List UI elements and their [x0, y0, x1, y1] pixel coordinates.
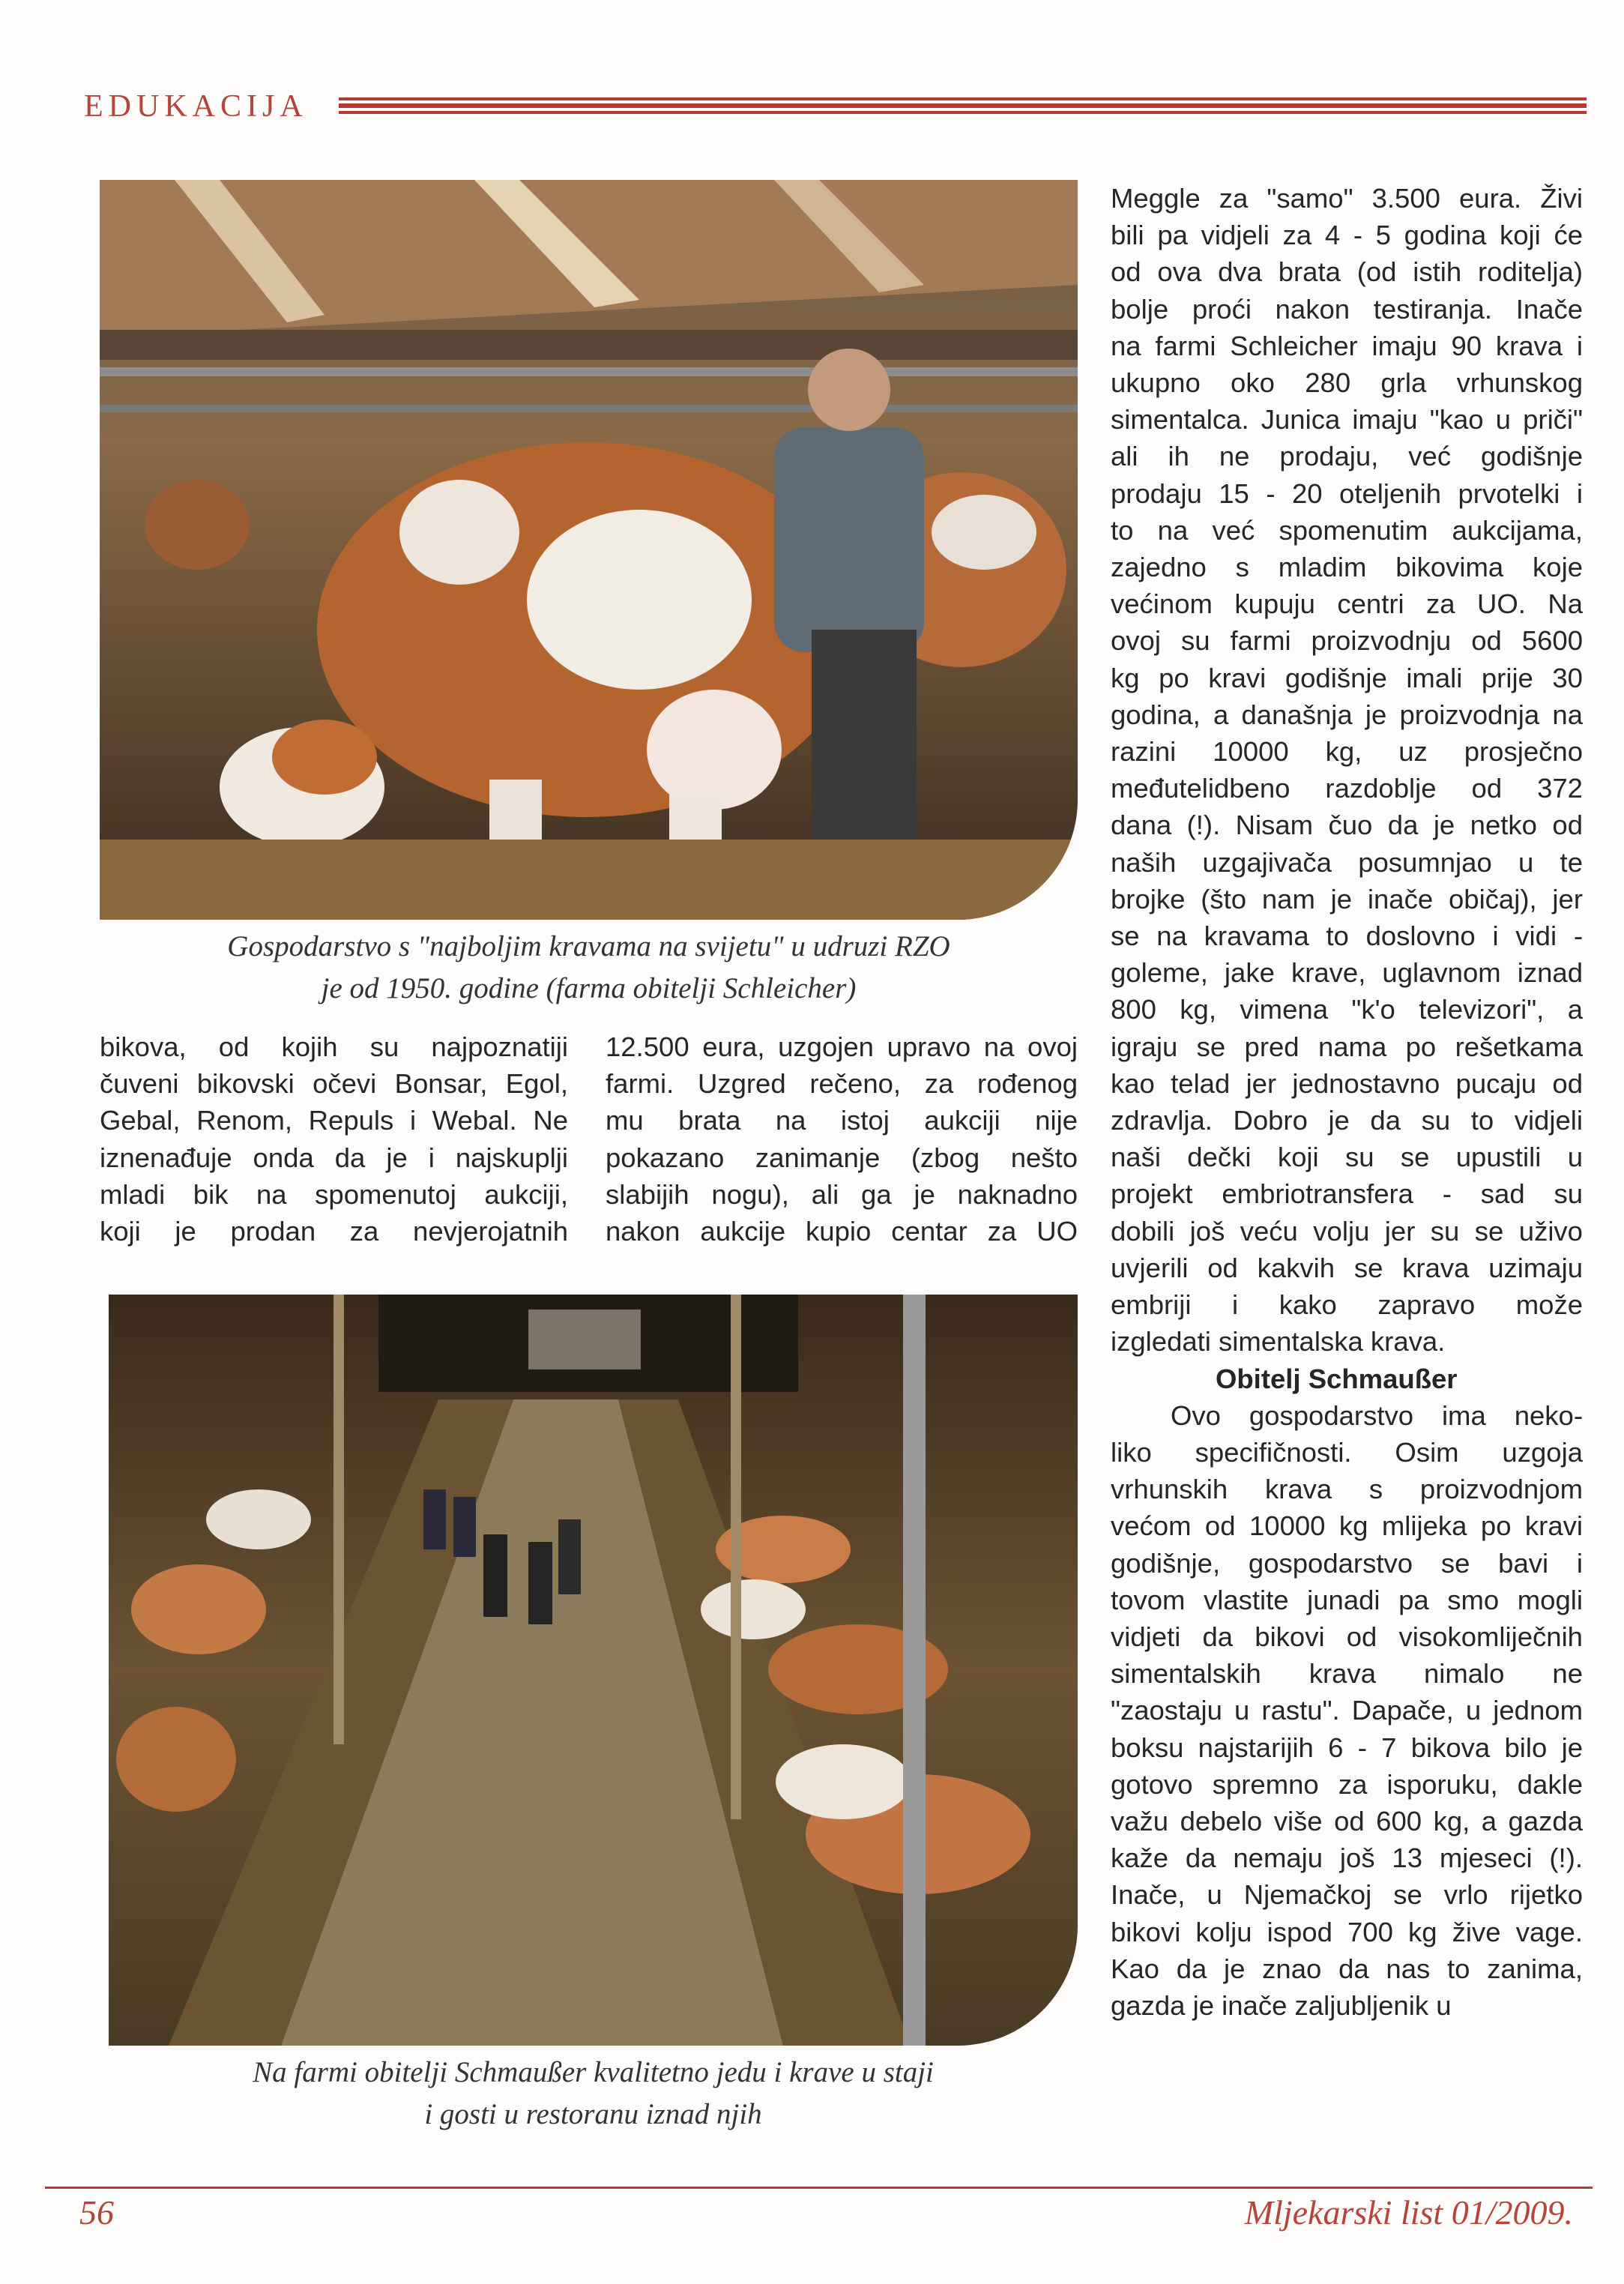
- middle-column: [606, 1028, 1078, 1250]
- right-column-line: uvjerili od kakvih se krava uzimaju: [1111, 1252, 1583, 1283]
- right-column-line: dobili još veću volju jer su se uživo: [1111, 1215, 1583, 1247]
- left-line: čuveni bikovski očevi Bonsar, Egol,: [100, 1068, 568, 1100]
- right-column-line: bili pa vidjeli za 4 - 5 godina koji će: [1111, 220, 1583, 251]
- right-column-line: vrhunskih krava s proizvodnjom: [1111, 1474, 1583, 1505]
- subheading-schmausser: Obitelj Schmaußer: [1216, 1363, 1458, 1394]
- right-column-line: naši dečki koji su se upustili u: [1111, 1142, 1583, 1173]
- right-column-line: razini 10000 kg, uz prosječno: [1111, 736, 1583, 768]
- right-column-line: Ovo gospodarstvo ima neko-: [1171, 1399, 1583, 1431]
- right-column-line: vidjeti da bikovi od visokomliječnih: [1111, 1621, 1583, 1652]
- footer-rule: [45, 2187, 1593, 2189]
- right-column-line: gotovo spremno za isporuku, dakle: [1111, 1768, 1583, 1800]
- right-column-line: gazda je inače zaljubljenik u: [1111, 1989, 1452, 2021]
- section-label: EDUKACIJA: [84, 89, 308, 124]
- right-column-line: embriji i kako zapravo može: [1111, 1289, 1583, 1321]
- right-column-line: projekt embriotransfera - sad su: [1111, 1178, 1583, 1210]
- right-column-line: Kao da je znao da nas to zanima,: [1111, 1953, 1583, 1984]
- publication-name: Mljekarski list 01/2009.: [1244, 2193, 1573, 2232]
- right-column-line: međutelidbeno razdoblje od 372: [1111, 773, 1583, 804]
- right-column-line: većinom kupuju centri za UO. Na: [1111, 588, 1583, 620]
- right-column-line: liko specifičnosti. Osim uzgoja: [1111, 1436, 1583, 1468]
- right-column-line: zajedno s mladim bikovima koje: [1111, 552, 1583, 583]
- right-column-line: važu debelo više od 600 kg, a gazda: [1111, 1805, 1583, 1836]
- right-column-line: dana (!). Nisam čuo da je netko od: [1111, 810, 1583, 841]
- middle-line: slabijih nogu), ali ga je naknadno: [606, 1178, 1078, 1210]
- right-column-line: ali ih ne prodaju, već godišnje: [1111, 441, 1583, 472]
- right-column-line: igraju se pred nama po rešetkama: [1111, 1031, 1583, 1062]
- left-line: Gebal, Renom, Repuls i Webal. Ne: [100, 1105, 568, 1136]
- photo-schleicher-cow: [100, 180, 1078, 920]
- right-column: [1111, 180, 1583, 2024]
- right-column-line: zdravlja. Dobro je da su to vidjeli: [1111, 1105, 1583, 1136]
- right-column-line: to na već spomenutim aukcijama,: [1111, 514, 1583, 546]
- right-column-line: 800 kg, vimena "k'o televizori", a: [1111, 994, 1583, 1025]
- right-column-line: kaže da nemaju još 13 mjeseci (!).: [1111, 1842, 1583, 1874]
- caption-top-line2: je od 1950. godine (farma obitelji Schleicher): [321, 972, 857, 1004]
- right-column-line: godina, a današnja je proizvodnja na: [1111, 699, 1583, 730]
- right-column-line: naših uzgajivača posumnjao u te: [1111, 846, 1583, 878]
- middle-line: farmi. Uzgred rečeno, za rođenog: [606, 1068, 1078, 1100]
- left-line: mladi bik na spomenutoj aukciji,: [100, 1178, 568, 1210]
- right-column-line: bolje proći nakon testiranja. Inače: [1111, 293, 1583, 325]
- right-column-line: ovoj su farmi proizvodnju od 5600: [1111, 625, 1583, 657]
- right-column-line: izgledati simentalska krava.: [1111, 1326, 1446, 1358]
- page-number: 56: [79, 2193, 114, 2232]
- right-column-line: kg po kravi godišnje imali prije 30: [1111, 662, 1583, 693]
- caption-bottom-line1: Na farmi obitelji Schmaußer kvalitetno jedu i krave u staji: [253, 2056, 934, 2088]
- photo-schmausser-barn: [109, 1295, 1078, 2046]
- left-line: iznenađuje onda da je i najskuplji: [100, 1142, 568, 1173]
- right-column-line: Meggle za "samo" 3.500 eura. Živi: [1111, 183, 1583, 214]
- right-column-line: većom od 10000 kg mlijeka po kravi: [1111, 1510, 1583, 1542]
- middle-line: 12.500 eura, uzgojen upravo na ovoj: [606, 1031, 1078, 1062]
- caption-top-line1: Gospodarstvo s "najboljim kravama na svijetu" u udruzi RZO: [227, 930, 950, 962]
- left-line: bikova, od kojih su najpoznatiji: [100, 1031, 568, 1062]
- left-line: koji je prodan za nevjerojatnih: [100, 1216, 568, 1247]
- caption-bottom-line2: i gosti u restoranu iznad njih: [424, 2098, 762, 2130]
- right-column-line: boksu najstarijih 6 - 7 bikova bilo je: [1111, 1732, 1583, 1763]
- right-column-line: godišnje, gospodarstvo se bavi i: [1111, 1547, 1583, 1579]
- right-column-line: "zaostaju u rastu". Dapače, u jednom: [1111, 1695, 1583, 1726]
- right-column-line: brojke (što nam je inače običaj), jer: [1111, 883, 1583, 914]
- right-column-line: simentalca. Junica imaju "kao u priči": [1111, 404, 1583, 436]
- right-column-line: se na kravama to doslovno i vidi -: [1111, 920, 1583, 952]
- right-column-line: na farmi Schleicher imaju 90 krava i: [1111, 330, 1583, 361]
- right-column-line: tovom vlastite junadi pa smo mogli: [1111, 1584, 1583, 1615]
- right-column-line: goleme, jake krave, uglavnom iznad: [1111, 957, 1583, 989]
- right-column-line: prodaju 15 - 20 oteljenih prvotelki i: [1111, 477, 1583, 509]
- right-column-line: Inače, u Njemačkoj se vrlo rijetko: [1111, 1879, 1583, 1911]
- header-rule: [339, 97, 1587, 117]
- right-column-line: simentalskih krava nimalo ne: [1111, 1658, 1583, 1690]
- right-column-line: ukupno oko 280 grla vrhunskog: [1111, 367, 1583, 399]
- middle-line: nakon aukcije kupio centar za UO: [606, 1216, 1078, 1247]
- right-column-line: od ova dva brata (od istih roditelja): [1111, 256, 1583, 288]
- right-column-line: bikovi kolju ispod 700 kg žive vage.: [1111, 1916, 1583, 1947]
- right-column-line: kao telad jer jednostavno pucaju od: [1111, 1067, 1583, 1099]
- caption-bottom-photo: [109, 2052, 1078, 2136]
- left-column: [100, 1028, 568, 1250]
- middle-line: mu brata na istoj aukciji nije: [606, 1105, 1078, 1136]
- middle-line: pokazano zanimanje (zbog nešto: [606, 1142, 1078, 1173]
- caption-top-photo: [100, 926, 1078, 1010]
